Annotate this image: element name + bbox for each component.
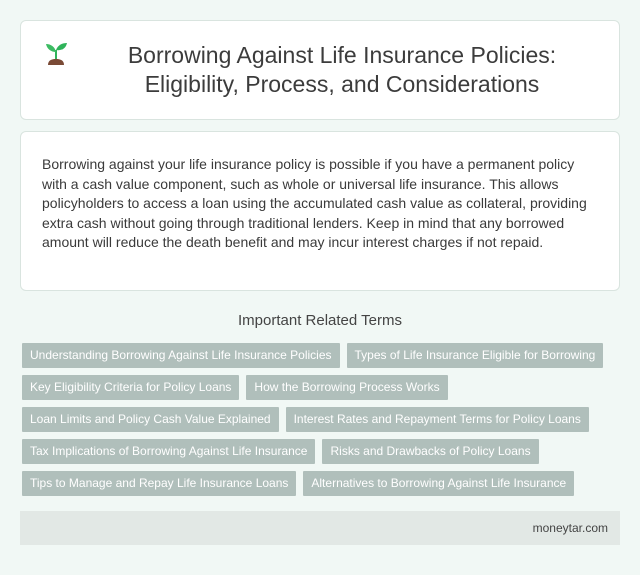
related-terms-heading: Important Related Terms <box>238 312 402 329</box>
related-term-tag[interactable]: How the Borrowing Process Works <box>246 375 447 400</box>
footer-site-name: moneytar.com <box>532 521 608 535</box>
related-term-tag[interactable]: Loan Limits and Policy Cash Value Explained <box>22 407 279 432</box>
related-term-tag[interactable]: Interest Rates and Repayment Terms for Policy Loans <box>286 407 589 432</box>
related-term-tag[interactable]: Alternatives to Borrowing Against Life Insurance <box>303 471 574 496</box>
title-card <box>20 20 620 120</box>
page-title: Borrowing Against Life Insurance Policies: Eligibility, Process, and Considerations <box>127 42 557 97</box>
title-row <box>41 41 599 99</box>
intro-paragraph: Borrowing against your life insurance policy is possible if you have a permanent policy with a cash value component, such as whole or universal life insurance. This allows policyholders to access a loan using the accumulated cash value as collateral, providing extra cash without going through traditional lenders. Keep in mind that any borrowed amount will reduce the death benefit and may incur interest charges if not repaid. <box>42 156 587 251</box>
intro-card <box>20 131 620 291</box>
related-term-tag[interactable]: Understanding Borrowing Against Life Insurance Policies <box>22 343 340 368</box>
related-terms-list <box>20 343 620 503</box>
related-term-tag[interactable]: Tax Implications of Borrowing Against Life Insurance <box>22 439 315 464</box>
footer <box>20 511 620 545</box>
related-term-tag[interactable]: Types of Life Insurance Eligible for Borrowing <box>347 343 604 368</box>
sprout-icon <box>41 39 71 69</box>
related-term-tag[interactable]: Key Eligibility Criteria for Policy Loans <box>22 375 239 400</box>
related-term-tag[interactable]: Tips to Manage and Repay Life Insurance Loans <box>22 471 296 496</box>
related-term-tag[interactable]: Risks and Drawbacks of Policy Loans <box>322 439 538 464</box>
